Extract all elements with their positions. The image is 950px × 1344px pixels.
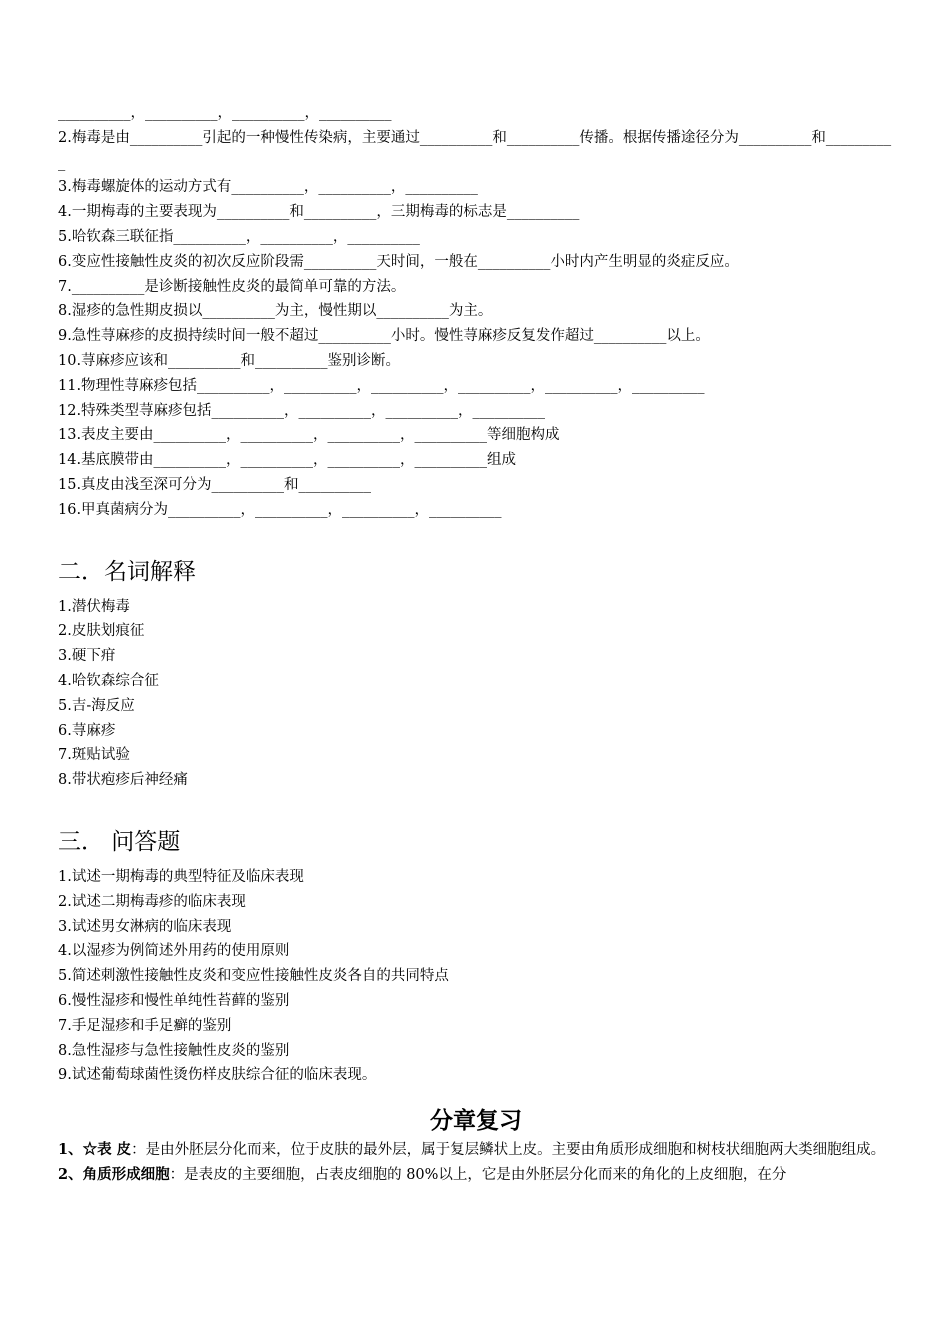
review-term: 1、☆表 皮 [58, 1141, 132, 1159]
review-entry [58, 1138, 894, 1163]
fill-blank-item: 8.湿疹的急性期皮损以__________为主，慢性期以__________为主。 [58, 303, 493, 320]
review-title: 分章复习 [430, 1108, 522, 1135]
review-term: 2、角质形成细胞 [58, 1165, 170, 1183]
list-item: 4.哈钦森综合征 [58, 672, 159, 689]
fill-blank-item: 11.物理性荨麻疹包括__________，__________，__________，__________，__________，__________ [58, 377, 705, 394]
list-item: 8.带状疱疹后神经痛 [58, 772, 188, 789]
section-heading-terms: 二．名词解释 [58, 558, 196, 585]
list-item: 7.斑贴试验 [58, 747, 130, 764]
fill-blank-item: 14.基底膜带由__________，__________，__________，__________组成 [58, 452, 517, 469]
list-item: 3.试述男女淋病的临床表现 [58, 918, 232, 935]
fill-blank-item: __________，__________，__________，__________ [58, 105, 392, 121]
fill-blank-item: 9.急性荨麻疹的皮损持续时间一般不超过__________小时。慢性荨麻疹反复发作超过__________以上。 [58, 328, 710, 345]
review-entry [58, 1163, 894, 1188]
fill-blank-list [58, 101, 894, 523]
question-list [58, 865, 894, 1088]
fill-blank-item: 4.一期梅毒的主要表现为__________和__________，三期梅毒的标志是__________ [58, 204, 580, 221]
review-text: ：是由外胚层分化而来，位于皮肤的最外层，属于复层鳞状上皮。主要由角质形成细胞和树枝状细胞两大类细胞组成。 [131, 1142, 886, 1159]
list-item: 6.荨麻疹 [58, 722, 116, 739]
fill-blank-item: 16.甲真菌病分为__________，__________，__________，__________ [58, 501, 502, 518]
fill-blank-item: 10.荨麻疹应该和__________和__________鉴别诊断。 [58, 352, 401, 369]
list-item: 1.试述一期梅毒的典型特征及临床表现 [58, 868, 304, 885]
term-list [58, 595, 894, 793]
list-item: 3.硬下疳 [58, 648, 116, 665]
list-item: 2.试述二期梅毒疹的临床表现 [58, 893, 246, 910]
list-item: 5.简述刺激性接触性皮炎和变应性接触性皮炎各自的共同特点 [58, 968, 449, 985]
list-item: 7.手足湿疹和手足癣的鉴别 [58, 1017, 232, 1034]
review-text: ：是表皮的主要细胞，占表皮细胞的 80%以上，它是由外胚层分化而来的角化的上皮细胞，在分 [169, 1166, 787, 1183]
document-page [58, 101, 894, 1188]
list-item: 2.皮肤划痕征 [58, 623, 145, 640]
list-item: 4.以湿疹为例简述外用药的使用原则 [58, 943, 290, 960]
list-item: 1.潜伏梅毒 [58, 598, 130, 615]
section-heading-questions: 三． 问答题 [58, 828, 181, 855]
list-item: 6.慢性湿疹和慢性单纯性苔藓的鉴别 [58, 992, 290, 1009]
fill-blank-item: 3.梅毒螺旋体的运动方式有__________，__________，__________ [58, 179, 478, 196]
list-item: 5.吉-海反应 [58, 697, 135, 714]
fill-blank-item: 12.特殊类型荨麻疹包括__________，__________，__________，__________ [58, 402, 546, 419]
fill-blank-item: 6.变应性接触性皮炎的初次反应阶段需__________天时间，一般在__________小时内产生明显的炎症反应。 [58, 253, 739, 270]
fill-blank-item: 13.表皮主要由__________，__________，__________，__________等细胞构成 [58, 427, 560, 444]
list-item: 8.急性湿疹与急性接触性皮炎的鉴别 [58, 1042, 290, 1059]
list-item: 9.试述葡萄球菌性烫伤样皮肤综合征的临床表现。 [58, 1067, 377, 1084]
fill-blank-item: 5.哈钦森三联征指__________，__________，__________ [58, 228, 420, 245]
fill-blank-item: 7.__________是诊断接触性皮炎的最简单可靠的方法。 [58, 278, 406, 295]
fill-blank-item: 2.梅毒是由__________引起的一种慢性传染病，主要通过__________和__________传播。根据传播途径分为__________和__________ [58, 129, 892, 171]
fill-blank-item: 15.真皮由浅至深可分为__________和__________ [58, 476, 372, 493]
